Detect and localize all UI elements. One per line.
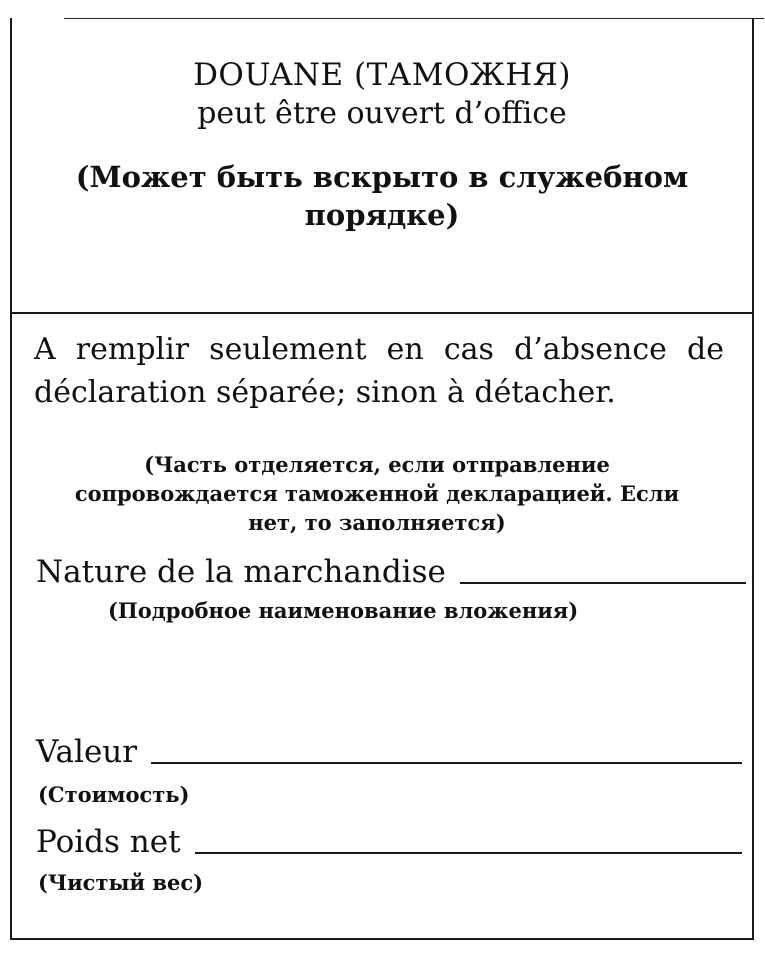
top-border [64,18,764,19]
valeur-label: Valeur [36,734,138,770]
nature-hint: (Подробное наименование вложения) [108,598,579,623]
form-title-russian: (Может быть вскрыто в служебном порядке) [75,160,689,232]
nature-label: Nature de la marchandise [36,554,446,590]
section-divider [12,312,752,314]
valeur-field [36,734,742,770]
poids-field [36,824,742,860]
instructions-russian: (Часть отделяется, если отправление сопровождается таможенной декларацией. Если нет, то заполняется) [74,452,680,535]
valeur-hint: (Стоимость) [38,782,190,807]
form-header [12,56,752,234]
poids-hint: (Чистый вес) [38,870,204,895]
poids-label: Poids net [36,824,181,860]
nature-field [36,554,746,590]
instructions-french: A remplir seulement en cas d’absence de déclaration séparée; sinon à détacher. [34,332,724,410]
customs-form [10,18,754,940]
form-title: DOUANE (ТАМОЖНЯ) [193,57,571,93]
nature-entry-line[interactable] [460,582,746,584]
form-subtitle: peut être ouvert d’office [197,96,567,131]
poids-entry-line[interactable] [195,852,742,854]
valeur-entry-line[interactable] [151,762,742,764]
